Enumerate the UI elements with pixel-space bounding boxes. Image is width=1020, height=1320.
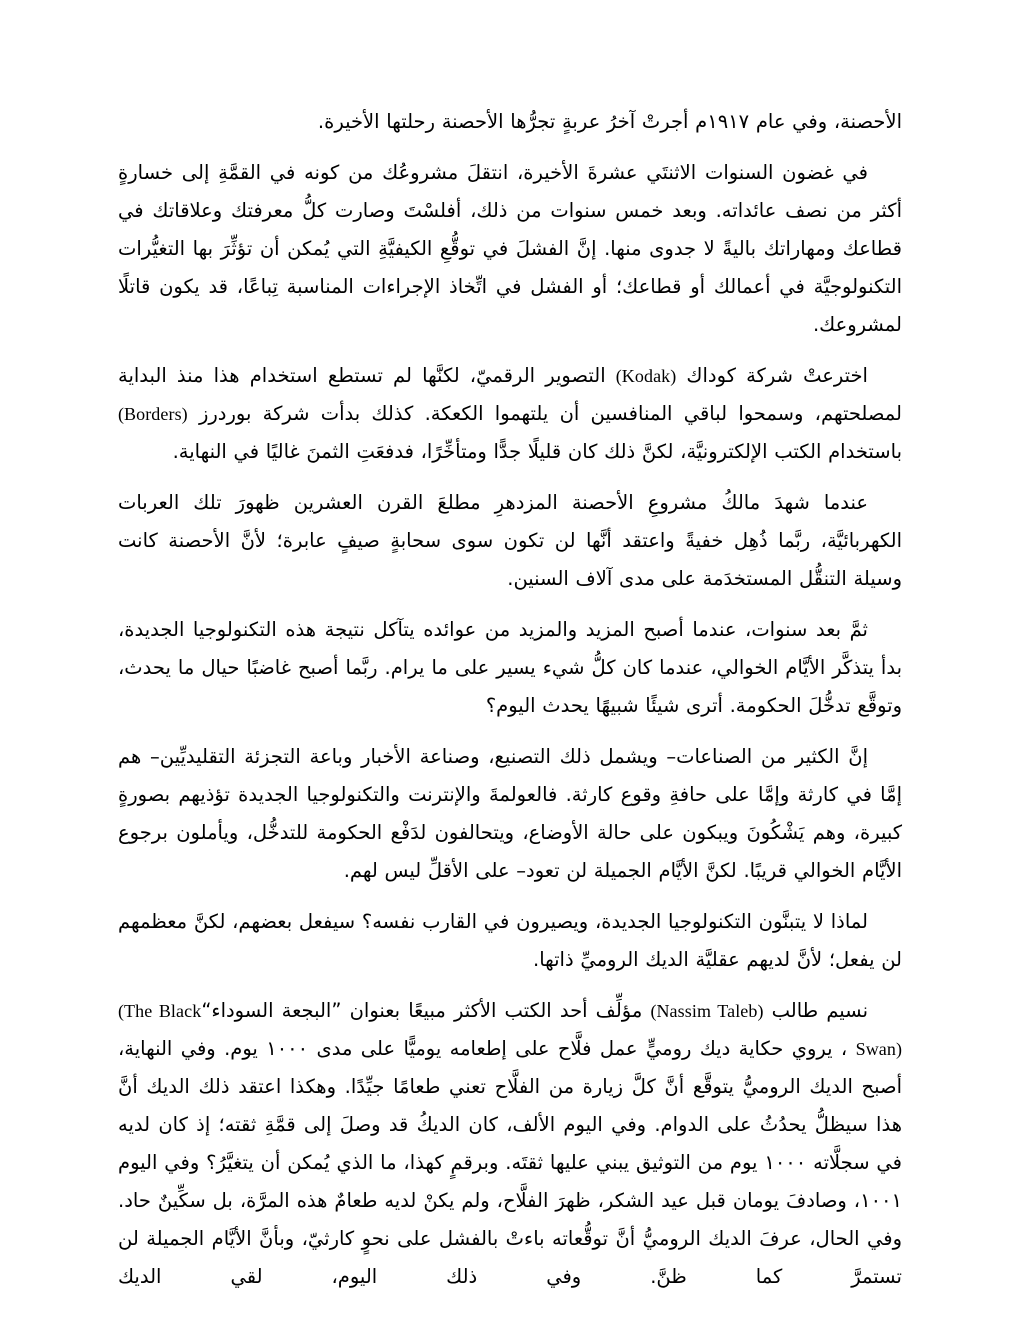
black-swan-latin-title: (The Black Swan) [118, 1001, 902, 1059]
borders-latin-name: (Borders) [118, 404, 188, 424]
nassim-taleb-latin-name: (Nassim Taleb) [650, 1001, 764, 1021]
paragraph-8-segment-1: نسيم طالب [763, 999, 869, 1022]
document-text-body [118, 103, 902, 1296]
paragraph-2: في غضون السنوات الاثنتَي عشرةَ الأخيرة، انتقلَ مشروعُك من كونه في القمَّةِ إلى خسارةٍ أكثر من نصف عائداته. وبعد خمس سنوات من ذلك، أفلسْتَ وصارت كلُّ معرفتك وعلاقاتك في قطاعك ومهاراتك باليةً لا جدوى منها. إنَّ الفشلَ في توقُّعِ الكيفيَّةِ التي يُمكن أن تؤثِّرَ بها التغيُّرات التكنولوجيَّة في أعمالك أو قطاعك؛ أو الفشل في اتِّخاذ الإجراءات المناسبة تِباعًا، قد يكون قاتلًا لمشروعك. [118, 161, 902, 336]
paragraph-7: لماذا لا يتبنَّون التكنولوجيا الجديدة، ويصيرون في القارب نفسه؟ سيفعل بعضهم، لكنَّ معظمهم لن يفعل؛ لأنَّ لديهم عقليَّة الديك الروميِّ ذاتها. [118, 910, 902, 971]
paragraph-3-segment-1: اخترعتْ شركة كوداك [676, 364, 868, 387]
kodak-latin-name: (Kodak) [615, 366, 677, 386]
paragraph-4: عندما شهدَ مالكُ مشروعِ الأحصنة المزدهرِ مطلعَ القرن العشرين ظهورَ تلك العربات الكهربائيَّة، ربَّما ذُهِل خفيةً واعتقد أنَّها لن تكون سوى سحابةٍ صيفٍ عابرة؛ لأنَّ الأحصنة كانت وسيلة التنقُّل المستخدَمة على مدى آلاف السنين. [118, 491, 902, 590]
paragraph-8-segment-3: ، يروي حكاية ديك روميٍّ عمل فلَّاح على إطعامه يوميًّا على مدى ١٠٠٠ يوم. وفي النهاية، أصبح الديك الروميُّ يتوقَّع أنَّ كلَّ زيارة من الفلَّاح تعني طعامًا جيِّدًا. وهكذا اعتقد ذلك الديك أنَّ هذا سيظلُّ يحدُثُ على الدوام. وفي اليوم الألف، كان الديكُ قد وصلَ إلى قمَّةِ ثقته؛ إذ كان لديه في سجلَّاته ١٠٠٠ يوم من التوثيق يبني عليها ثقتَه. وبرقمٍ كهذا، ما الذي يُمكن أن يتغيَّرُ؟ وفي اليوم ١٠٠١، وصادفَ يومان قبل عيد الشكر، ظهرَ الفلَّاح، ولم يكنْ لديه طعامٌ هذه المرَّة، بل سكِّينٌ حاد. وفي الحال، عرفَ الديك الروميُّ أنَّ توقُّعاته باءتْ بالفشل على نحوٍ كارثيّ، وبأنَّ الأيَّام الجميلة لن تستمرَّ كما ظنَّ. وفي ذلك اليوم، لقي الديك [118, 1037, 902, 1288]
paragraph-3-kodak-borders [118, 357, 902, 471]
paragraph-6: إنَّ الكثير من الصناعات– ويشمل ذلك التصنيع، وصناعة الأخبار وباعة التجزئة التقليديِّين– هم إمَّا في كارثة وإمَّا على حافةِ وقوع كارثة. فالعولمةَ والإنترنت والتكنولوجيا الجديدة تؤذيهم بصورةٍ كبيرة، وهم يَشْكُونَ ويبكون على حالة الأوضاع، ويتحالفون لدَفْع الحكومة للتدخُّل، ويأملون برجوع الأيَّام الخوالي قريبًا. لكنَّ الأيَّام الجميلة لن تعود– على الأقلِّ ليس لهم. [118, 745, 902, 882]
paragraph-3-segment-3: باستخدام الكتب الإلكترونيَّة، لكنَّ ذلك كان قليلًا جدًّا ومتأخِّرًا، فدفعَتِ الثمنَ غاليًا في النهاية. [172, 440, 902, 463]
paragraph-5: ثمَّ بعد سنوات، عندما أصبح المزيد والمزيد من عوائده يتآكل نتيجة هذه التكنولوجيا الجديدة، بدأ يتذكَّر الأيَّام الخوالي، عندما كان كلُّ شيء يسير على ما يرام. ربَّما أصبح غاضبًا حيال ما يحدث، وتوقَّع تدخُّلَ الحكومة. أترى شيئًا شبيهًا يحدث اليوم؟ [118, 618, 902, 717]
paragraph-3-segment-2: التصوير الرقميّ، لكنَّها لم تستطع استخدام هذا منذ البداية لمصلحتهم، وسمحوا لباقي المنافسين أن يلتهموا الكعكة. كذلك بدأت شركة بوردرز [118, 364, 902, 425]
paragraph-8-black-swan [118, 992, 902, 1296]
paragraph-8-segment-2: مؤلِّف أحد الكتب الأكثر مبيعًا بعنوان ”البجعة السوداء“ [201, 999, 651, 1022]
paragraph-1: الأحصنة، وفي عام ١٩١٧م أجرتْ آخرُ عربةٍ تجرُّها الأحصنة رحلتها الأخيرة. [317, 110, 902, 133]
